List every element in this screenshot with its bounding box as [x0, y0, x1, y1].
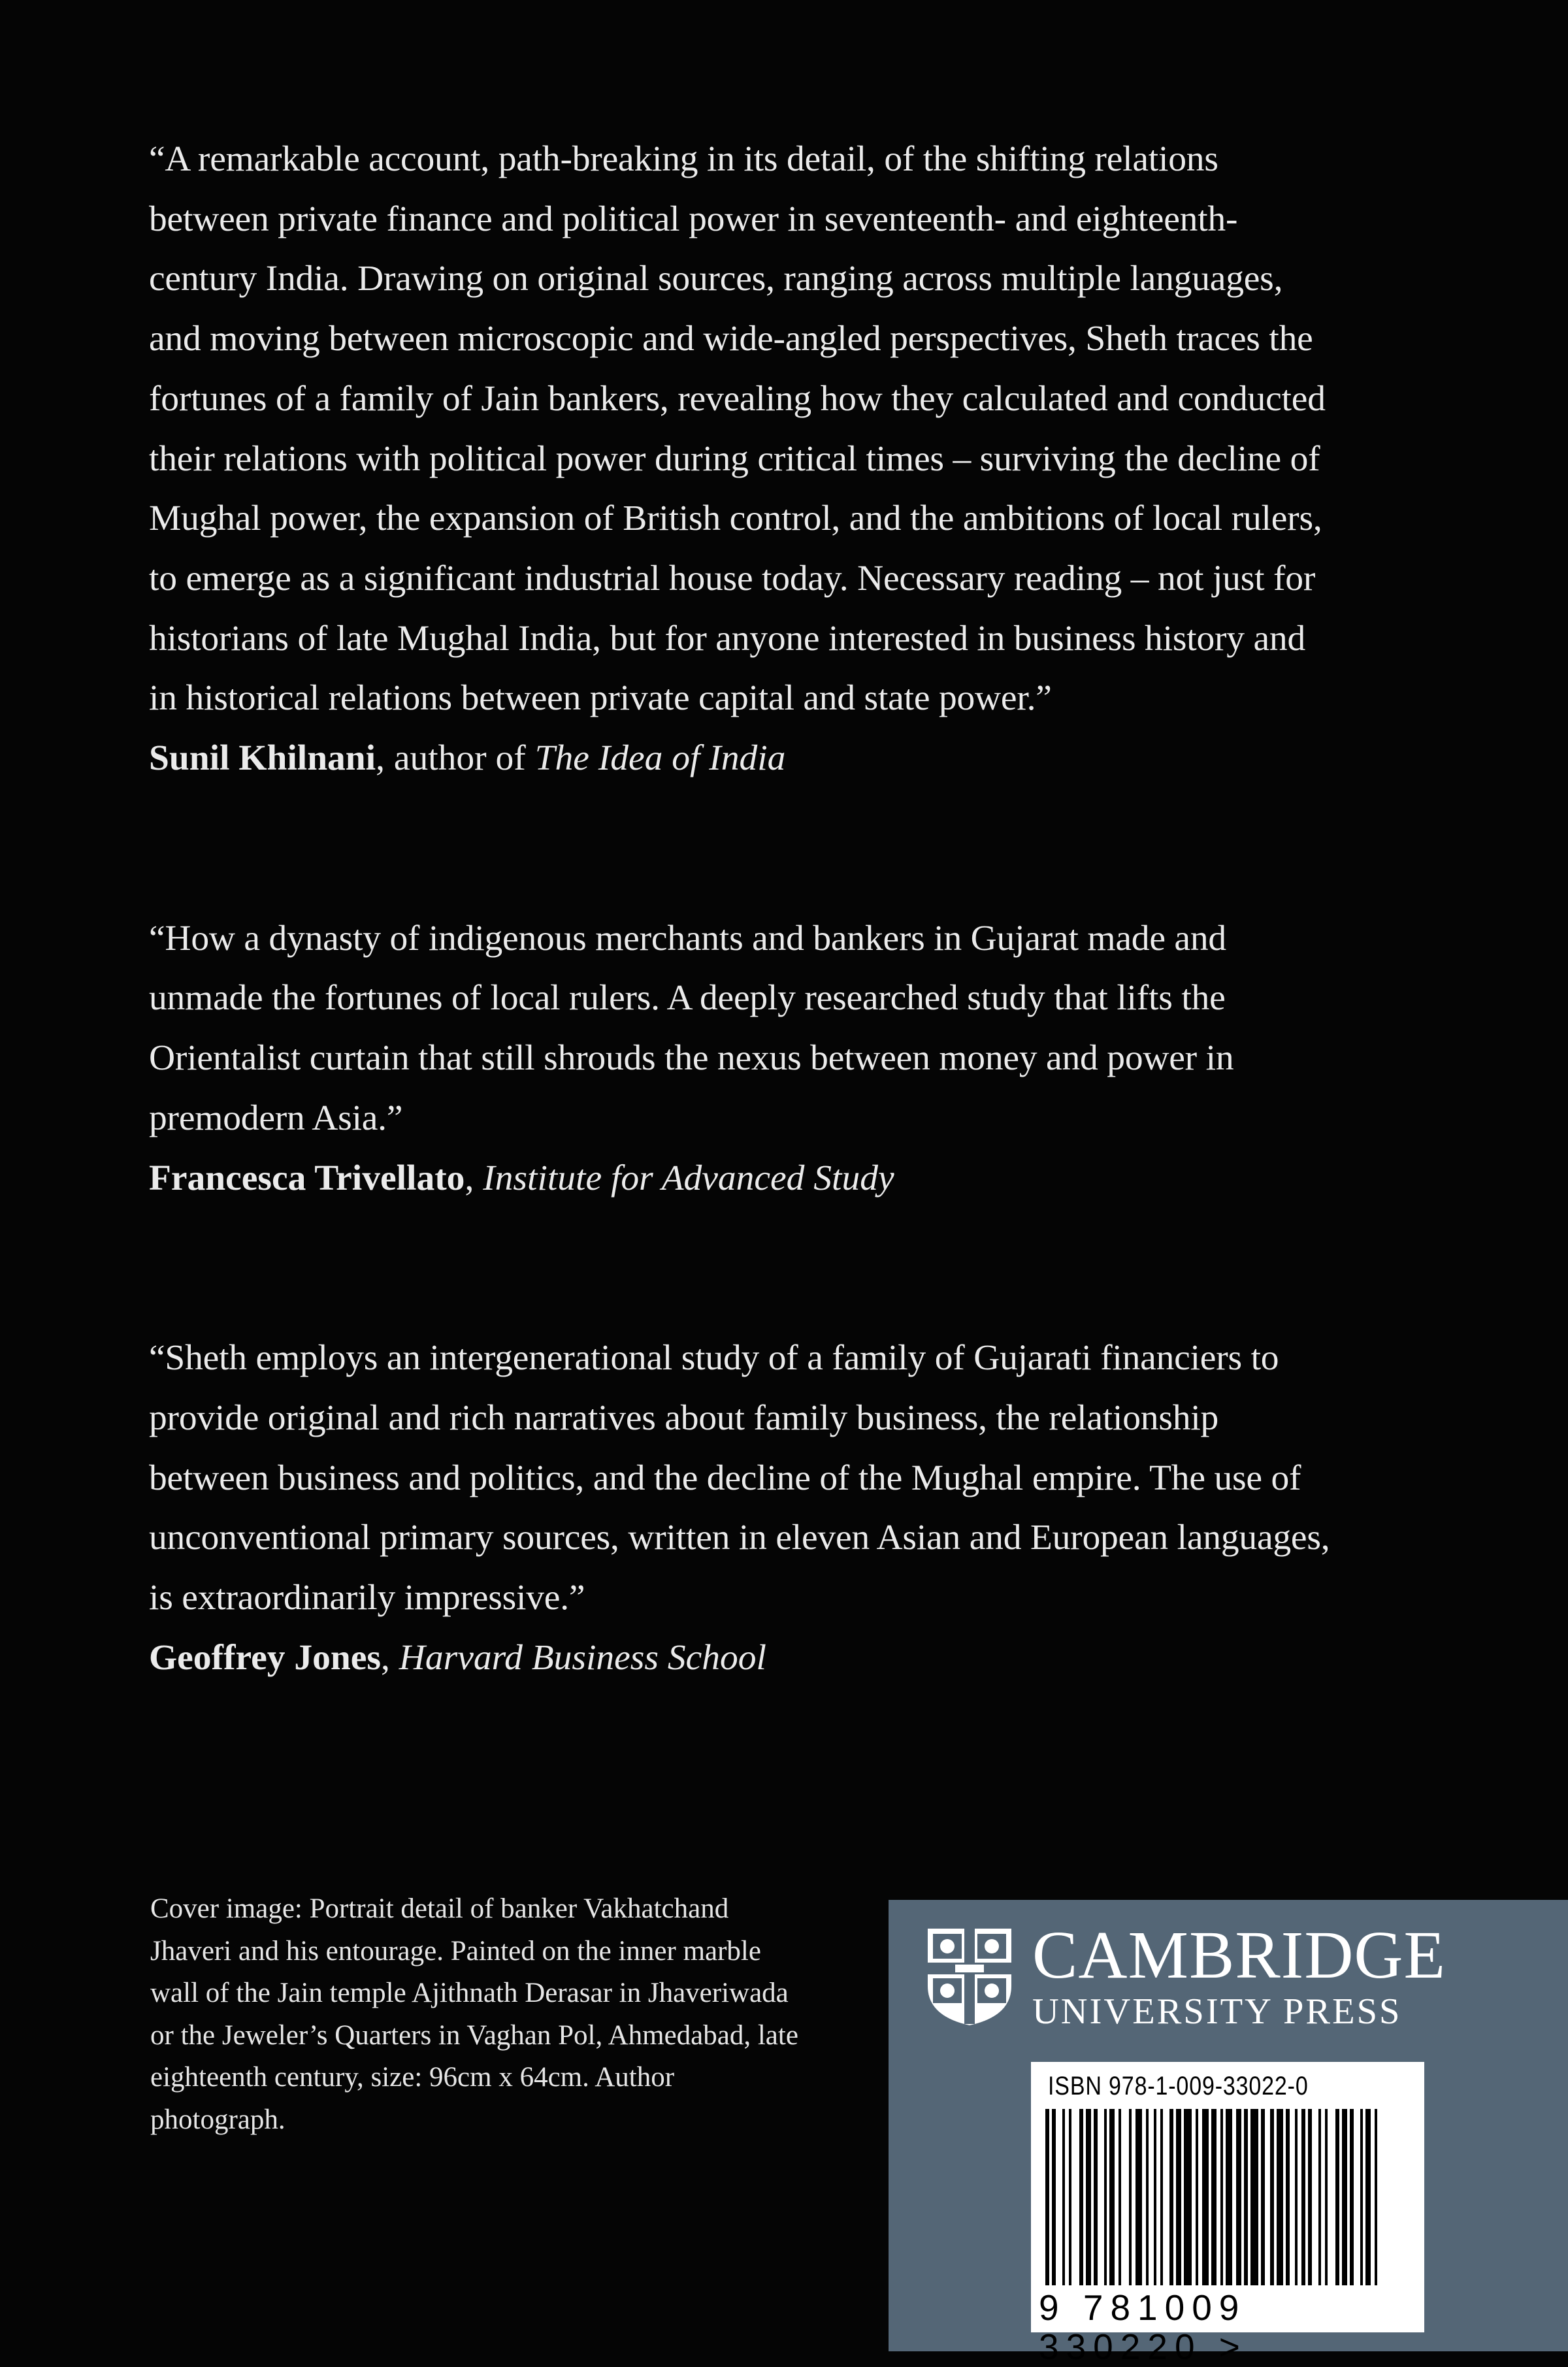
endorser-affiliation: The Idea of India — [534, 738, 786, 779]
blurb-attribution — [149, 1628, 1338, 1688]
endorser-affiliation: Harvard Business School — [399, 1637, 766, 1678]
barcode-bars-icon — [1045, 2109, 1411, 2285]
endorsements — [149, 129, 1338, 1808]
blurb-jones — [149, 1328, 1338, 1688]
attribution-connector: , — [465, 1158, 483, 1198]
endorser-name: Francesca Trivellato — [149, 1158, 465, 1198]
cambridge-shield-icon — [925, 1926, 1014, 2027]
publisher-panel — [889, 1900, 1568, 2367]
barcode-digits: 9 781009 330220 > — [1039, 2287, 1247, 2367]
blurb-attribution — [149, 1149, 1338, 1209]
cover-image-credit: Cover image: Portrait detail of banker Vakhatchand Jhaveri and his entourage. Painted on the inner marble wall of the Jain temple Ajithnath Derasar in Jhaveriwada or the Jeweler’s Quarters in Vaghan Pol, Ahmedabad, late eighteenth century, size: 96cm x 64cm. Author photograph. — [150, 1893, 798, 2135]
publisher-logo-text — [1032, 1919, 1446, 2032]
endorser-name: Geoffrey Jones — [149, 1637, 382, 1678]
attribution-connector: , — [381, 1637, 399, 1678]
blurb-attribution — [149, 728, 1338, 789]
blurb-quote: “How a dynasty of indigenous merchants and bankers in Gujarat made and unmade the fortunes of local rulers. A deeply researched study that lifts the Orientalist curtain that still shrouds the nexus between money and power in premodern Asia.” — [149, 918, 1234, 1138]
endorser-affiliation: Institute for Advanced Study — [483, 1158, 894, 1198]
blurb-trivellato — [149, 909, 1338, 1209]
publisher-name-line1: CAMBRIDGE — [1032, 1918, 1446, 1993]
blurb-quote: “Sheth employs an intergenerational study of a family of Gujarati financiers to provide original and rich narratives about family business, the relationship between business and politics, and the decline of the Mughal empire. The use of unconventional primary sources, written in eleven Asian and European languages, is extraordinarily impressive.” — [149, 1338, 1330, 1618]
blurb-khilnani — [149, 129, 1338, 789]
attribution-connector: , author of — [376, 738, 535, 779]
isbn-barcode — [1031, 2062, 1424, 2367]
publisher-name-line2: UNIVERSITY PRESS — [1032, 1991, 1402, 2032]
isbn-label: ISBN 978-1-009-33022-0 — [1048, 2072, 1309, 2100]
blurb-quote: “A remarkable account, path-breaking in its detail, of the shifting relations between private finance and political power in seventeenth- and eighteenth-century India. Drawing on original sources, ranging across multiple languages, and moving between microscopic and wide-angled perspectives, Sheth traces the fortunes of a family of Jain bankers, revealing how they calculated and conducted their relations with political power during critical times – surviving the decline of Mughal power, the expansion of British control, and the ambitions of local rulers, to emerge as a significant industrial house today. Necessary reading – not just for historians of late Mughal India, but for anyone interested in business history and in historical relations between private capital and state power.” — [149, 139, 1326, 719]
endorser-name: Sunil Khilnani — [149, 738, 376, 779]
